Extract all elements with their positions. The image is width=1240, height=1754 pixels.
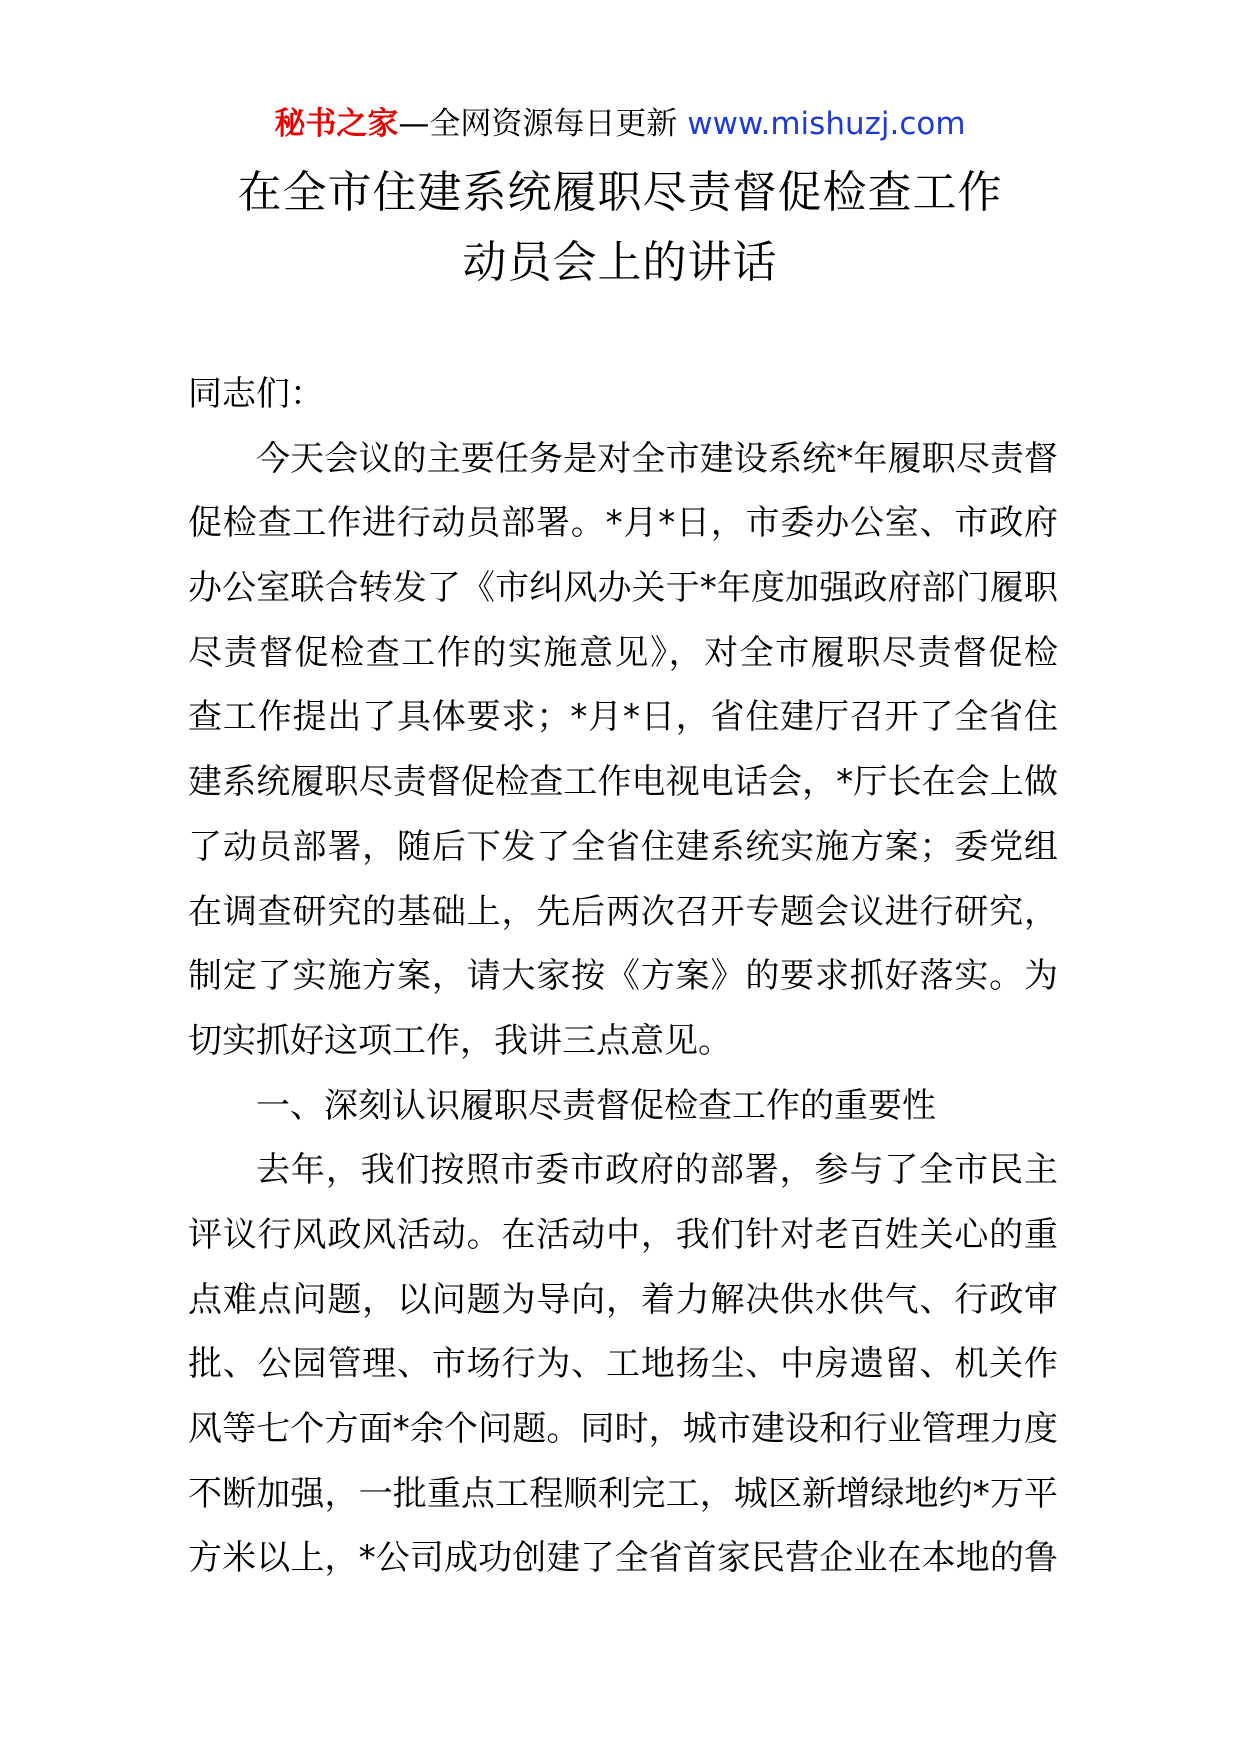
text-line: 评议行风政风活动。在活动中，我们针对老百姓关心的重 — [188, 1214, 1058, 1255]
text-line: 查工作提出了具体要求；*月*日，省住建厅召开了全省住 — [188, 697, 1058, 738]
header-tagline: —全网资源每日更新 — [398, 106, 678, 142]
text-line: 今天会议的主要任务是对全市建设系统*年履职尽责督 — [256, 438, 1058, 479]
salutation-text: 同志们： — [188, 374, 324, 414]
text-line: 了动员部署，随后下发了全省住建系统实施方案；委党组 — [188, 826, 1058, 867]
document-title-line-2: 动员会上的讲话 — [462, 237, 778, 288]
site-header — [0, 100, 1240, 148]
text-line: 建系统履职尽责督促检查工作电视电话会，*厅长在会上做 — [188, 762, 1058, 803]
section-heading-text: 一、深刻认识履职尽责督促检查工作的重要性 — [256, 1085, 936, 1126]
text-line: 促检查工作进行动员部署。*月*日，市委办公室、市政府 — [188, 503, 1058, 544]
salutation — [188, 362, 1058, 427]
text-line: 切实抓好这项工作，我讲三点意见。 — [188, 1020, 732, 1061]
text-line: 不断加强，一批重点工程顺利完工，城区新增绿地约*万平 — [188, 1473, 1058, 1514]
text-line: 在调查研究的基础上，先后两次召开专题会议进行研究， — [188, 891, 1058, 932]
text-line: 办公室联合转发了《市纠风办关于*年度加强政府部门履职 — [188, 568, 1058, 609]
text-line: 制定了实施方案，请大家按《方案》的要求抓好落实。为 — [188, 956, 1058, 997]
section-heading-1 — [188, 1074, 1058, 1139]
text-line: 去年，我们按照市委市政府的部署，参与了全市民主 — [256, 1150, 1058, 1191]
paragraph-review — [188, 1138, 1058, 1591]
text-line: 方米以上，*公司成功创建了全省首家民营企业在本地的鲁 — [188, 1538, 1058, 1579]
text-line: 风等七个方面*余个问题。同时，城市建设和行业管理力度 — [188, 1409, 1058, 1449]
document-title-line-1: 在全市住建系统履职尽责督促检查工作 — [237, 167, 1003, 218]
paragraph-intro — [188, 427, 1058, 1074]
brand-name: 秘书之家 — [274, 106, 399, 142]
site-url-link[interactable]: www.mishuzj.com — [687, 106, 966, 142]
text-line: 批、公园管理、市场行为、工地扬尘、中房遗留、机关作 — [188, 1344, 1058, 1385]
text-line: 尽责督促检查工作的实施意见》，对全市履职尽责督促检 — [188, 632, 1058, 673]
document-body — [188, 362, 1058, 1591]
text-line: 点难点问题，以问题为导向，着力解决供水供气、行政审 — [188, 1279, 1058, 1320]
